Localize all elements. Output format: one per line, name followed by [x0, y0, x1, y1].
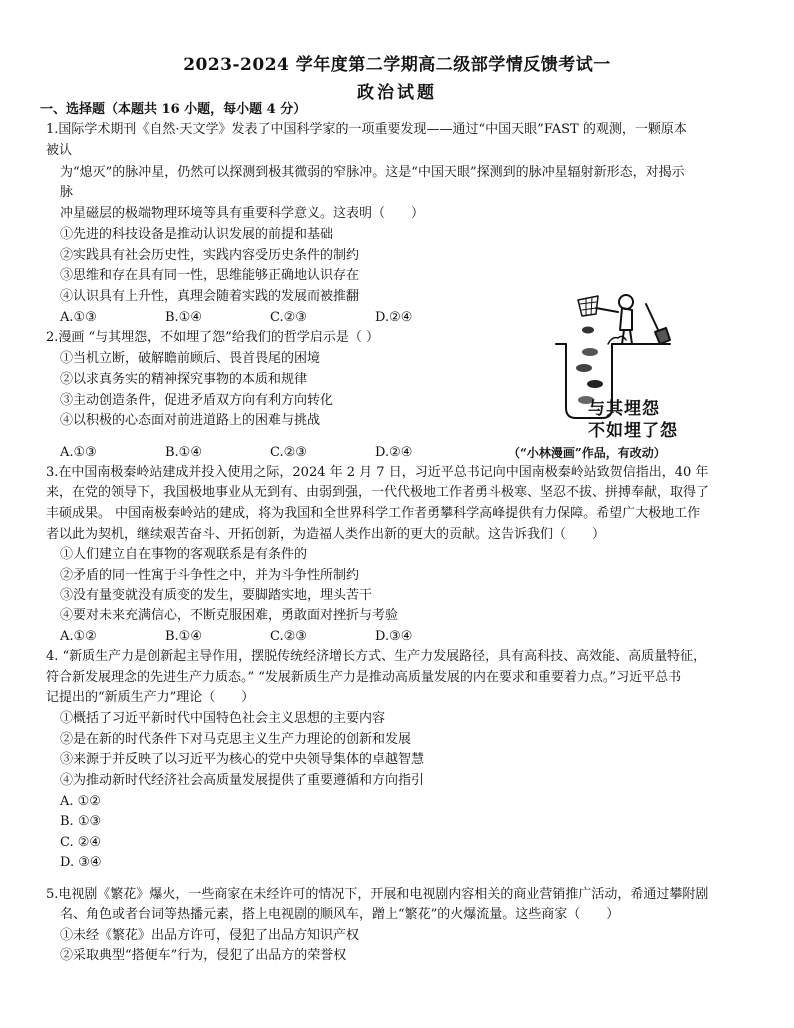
q4-choice-b: B. ①③: [60, 814, 102, 829]
q1-option-4: ④认识具有上升性，真理会随着实践的发展而被推翻: [60, 289, 360, 304]
q3-line-4: 者以此为契机，继续艰苦奋斗、开拓创新，为造福人类作出新的更大的贡献。这告诉我们（ ）: [46, 527, 606, 542]
section-heading: 一、选择题（本题共 16 小题，每小题 4 分）: [40, 102, 307, 117]
person-head: [619, 295, 633, 309]
q2-choices: [60, 444, 480, 462]
exam-subject: 政治试题: [357, 83, 437, 103]
net-icon: [578, 296, 598, 316]
q2-choice-c: C.②③: [270, 445, 307, 460]
q3-option-2: ②矛盾的同一性寓于斗争性之中，并为斗争性所制约: [60, 568, 360, 583]
q5-line-2: 名、角色或者台词等热播元素，搭上电视剧的顺风车，蹭上“繁花”的火爆流量。这些商家（ ）: [60, 907, 620, 922]
q3-choice-c: C.②③: [270, 629, 307, 644]
q2-option-3: ③主动创造条件，促进矛盾双方向有利方向转化: [60, 393, 334, 408]
q2-line-1: 2.漫画 “与其埋怨，不如埋了怨”给我们的哲学启示是（ ）: [46, 330, 379, 345]
q4-choice-d: D. ③④: [60, 855, 102, 870]
q4-line-2: 符合新发展理念的先进生产力质态。” “发展新质生产力是推动高质量发展的内在要求和重要着力点。”习近平总书: [46, 670, 682, 685]
q3-line-2: 来，在党的领导下，我国极地事业从无到有、由弱到强，一代代极地工作者勇斗极寒、坚忍不拔、拼搏奉献，取得了: [46, 485, 710, 500]
q1-choice-c: C.②③: [270, 310, 307, 325]
q2-choice-d: D.②④: [375, 445, 413, 460]
q1-line-3: 为“熄灭”的脉冲星，仍然可以探测到极其微弱的窄脉冲。这是“中国天眼”探测到的脉冲星辐射新形态，对揭示: [60, 165, 685, 180]
q2-option-4: ④以积极的心态面对前进道路上的困难与挑战: [60, 413, 321, 428]
q3-option-4: ④要对未来充满信心，不断克服困难，勇敢面对挫折与考验: [60, 608, 399, 623]
falling-object-1: [582, 327, 594, 334]
q4-option-1: ①概括了习近平新时代中国特色社会主义思想的主要内容: [60, 711, 386, 726]
q4-option-3: ③来源于并反映了以习近平为核心的党中央领导集体的卓越智慧: [60, 752, 425, 767]
q4-option-2: ②是在新的时代条件下对马克思主义生产力理论的创新和发展: [60, 732, 412, 747]
q3-choices: [60, 628, 480, 646]
cartoon-text-1: 与其埋怨: [588, 399, 660, 419]
q1-choice-d: D.②④: [375, 310, 413, 325]
falling-object-3: [576, 364, 592, 372]
exam-title: 2023-2024 学年度第二学期高二级部学情反馈考试一: [183, 55, 611, 75]
q2-choice-b: B.①④: [165, 445, 202, 460]
q1-line-4: 脉: [60, 185, 74, 200]
q1-line-5: 冲星磁层的极端物理环境等具有重要科学意义。这表明（ ）: [60, 206, 425, 221]
q1-choice-a: A.①③: [60, 310, 97, 325]
q2-choice-a: A.①③: [60, 445, 97, 460]
q4-line-1: 4. “新质生产力是创新起主导作用，摆脱传统经济增长方式、生产力发展路径，具有高科技、高效能、高质量特征，: [46, 649, 707, 664]
q3-option-3: ③没有量变就没有质变的发生，要脚踏实地，埋头苦干: [60, 588, 373, 603]
q1-option-2: ②实践具有社会历史性，实践内容受历史条件的制约: [60, 248, 360, 263]
q5-option-1: ①未经《繁花》出品方许可，侵犯了出品方知识产权: [60, 928, 360, 943]
cartoon-text-2: 不如埋了怨: [588, 421, 678, 441]
q1-choices: [60, 309, 480, 327]
q1-option-3: ③思维和存在具有同一性，思维能够正确地认识存在: [60, 268, 360, 283]
shovel-blade: [655, 328, 670, 344]
falling-object-4: [587, 380, 603, 388]
q1-option-1: ①先进的科技设备是推动认识发展的前提和基础: [60, 227, 334, 242]
q4-choice-c: C. ②④: [60, 835, 102, 850]
falling-object-2: [582, 348, 598, 356]
cartoon-caption: （“小林漫画”作品，有改动）: [508, 446, 666, 460]
q2-option-2: ②以求真务实的精神探究事物的本质和规律: [60, 372, 308, 387]
q1-line-1: 1.国际学术期刊《自然·天文学》发表了中国科学家的一项重要发现——通过“中国天眼”FAST 的观测，一颗原本: [46, 122, 687, 137]
q4-option-4: ④为推动新时代经济社会高质量发展提供了重要遵循和方向指引: [60, 773, 425, 788]
q3-choice-d: D.③④: [375, 629, 413, 644]
q4-line-3: 记提出的“新质生产力”理论（ ）: [46, 690, 255, 705]
q3-choice-a: A.①②: [60, 629, 97, 644]
q5-line-1: 5.电视剧《繁花》爆火，一些商家在未经许可的情况下，开展和电视剧内容相关的商业营销推广活动，希通过攀附剧: [46, 887, 709, 902]
q3-option-1: ①人们建立自在事物的客观联系是有条件的: [60, 547, 308, 562]
shovel-handle: [646, 304, 660, 334]
q3-line-1: 3.在中国南极秦岭站建成并投入使用之际，2024 年 2 月 7 日，习近平总书记向中国南极秦岭站致贺信指出，40 年: [46, 465, 709, 480]
q2-option-1: ①当机立断，破解瞻前顾后、畏首畏尾的困境: [60, 351, 321, 366]
q3-line-3: 丰硕成果。 中国南极秦岭站的建成，将为我国和全世界科学工作者勇攀科学高峰提供有力保障。希望广大极地工作: [46, 506, 701, 521]
q5-option-2: ②采取典型“搭便车”行为，侵犯了出品方的荣誉权: [60, 948, 347, 963]
q1-line-2: 被认: [46, 143, 73, 158]
q3-choice-b: B.①④: [165, 629, 202, 644]
q4-choice-a: A. ①②: [60, 794, 101, 809]
q1-choice-b: B.①④: [165, 310, 202, 325]
